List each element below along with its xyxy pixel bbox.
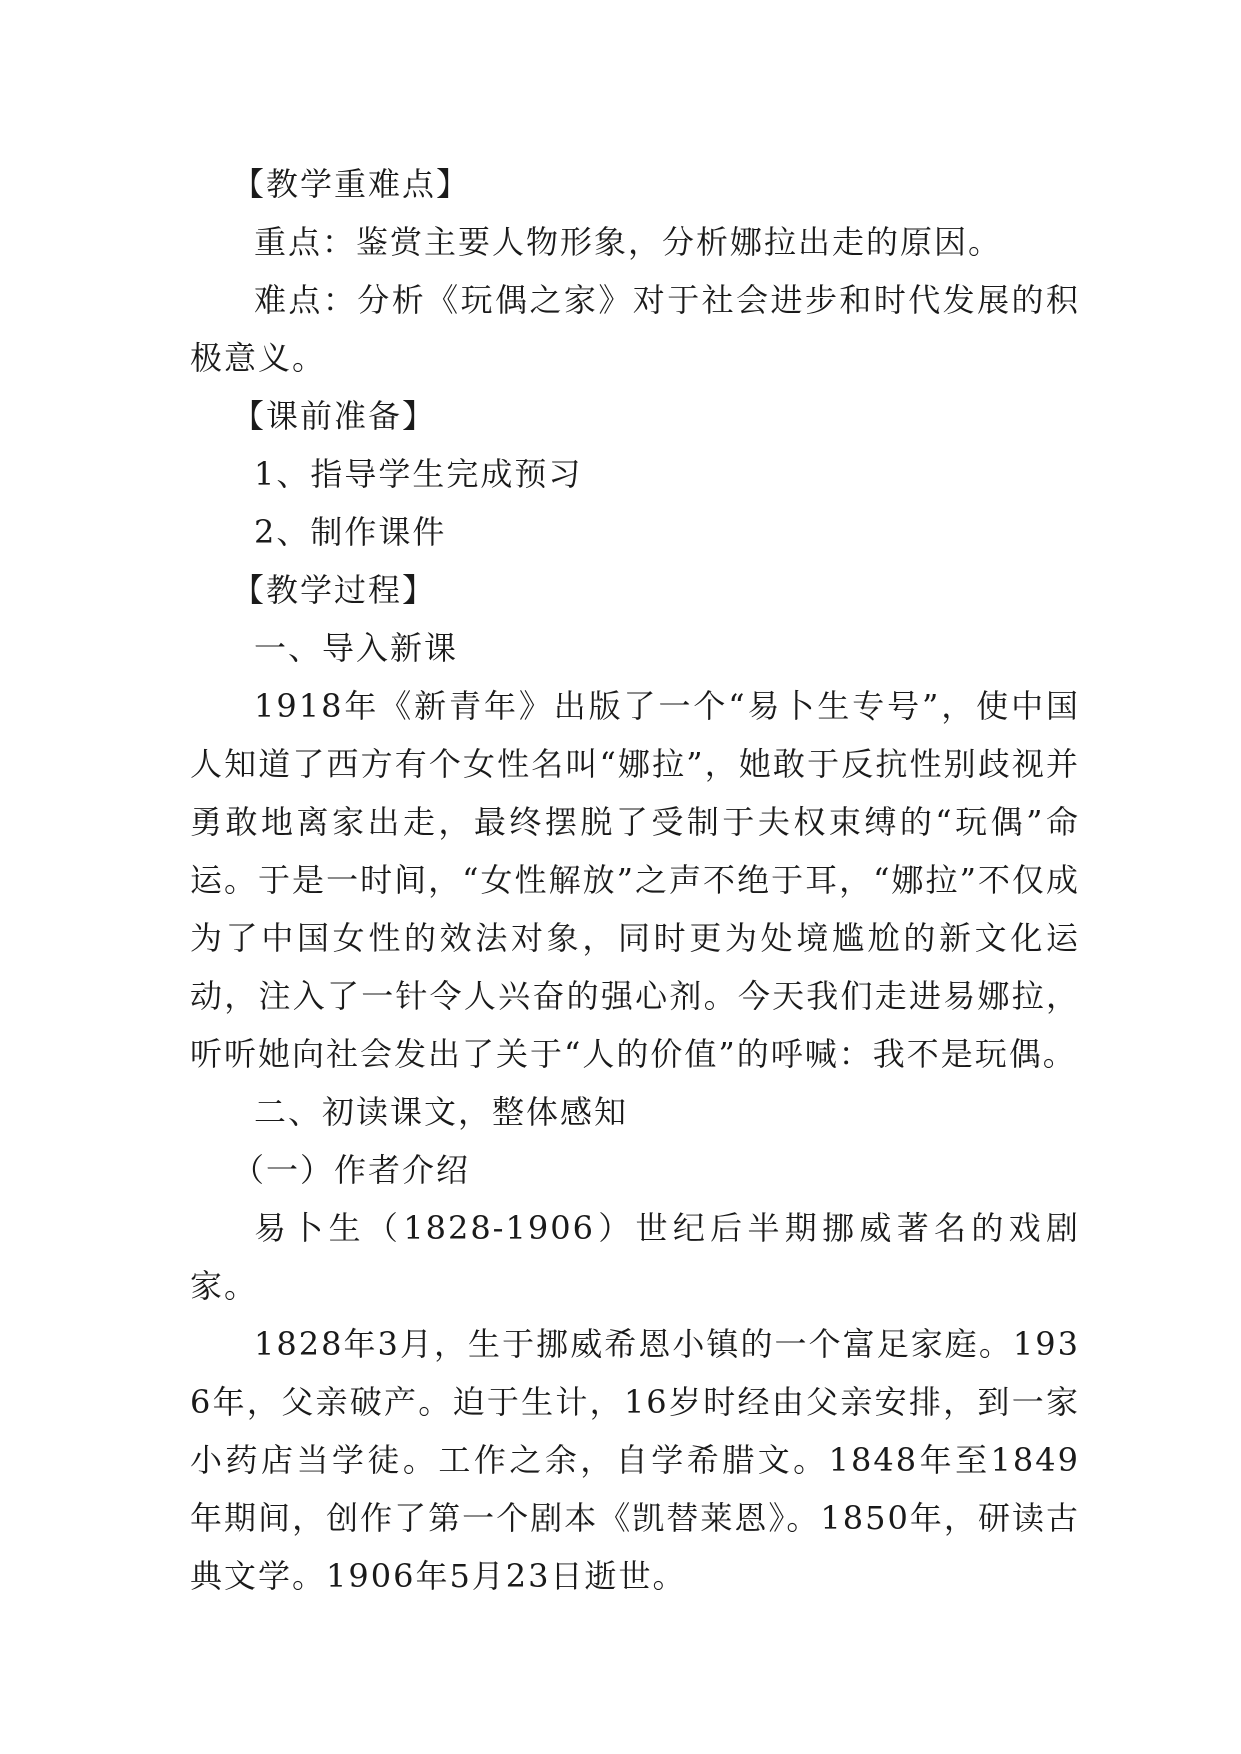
document-body — [190, 155, 1080, 1605]
heading-key-points: 【教学重难点】 — [232, 165, 471, 203]
section-1-title: 一、导入新课 — [254, 629, 459, 667]
author-summary: 易卜生（1828-1906）世纪后半期挪威著名的戏剧家。 — [190, 1209, 1080, 1305]
key-point-paragraph: 重点：鉴赏主要人物形象，分析娜拉出走的原因。 — [254, 223, 1003, 261]
author-bio: 1828年3月，生于挪威希恩小镇的一个富足家庭。1936年，父亲破产。迫于生计，16岁时经由父亲安排，到一家小药店当学徒。工作之余，自学希腊文。1848年至1849年期间，创作了第一个剧本《凯替莱恩》。1850年，研读古典文学。1906年5月23日逝世。 — [190, 1325, 1080, 1595]
subsection-1-title: （一）作者介绍 — [232, 1151, 471, 1189]
section-2-title: 二、初读课文，整体感知 — [254, 1093, 629, 1131]
difficult-point-paragraph: 难点：分析《玩偶之家》对于社会进步和时代发展的积极意义。 — [190, 281, 1080, 377]
prep-item-1: 1、指导学生完成预习 — [254, 455, 583, 493]
prep-item-2: 2、制作课件 — [254, 513, 447, 551]
intro-paragraph: 1918年《新青年》出版了一个“易卜生专号”，使中国人知道了西方有个女性名叫“娜拉”，她敢于反抗性别歧视并勇敢地离家出走，最终摆脱了受制于夫权束缚的“玩偶”命运。于是一时间，“女性解放”之声不绝于耳，“娜拉”不仅成为了中国女性的效法对象，同时更为处境尴尬的新文化运动，注入了一针令人兴奋的强心剂。今天我们走进易娜拉，听听她向社会发出了关于“人的价值”的呼喊：我不是玩偶。 — [190, 687, 1080, 1073]
heading-preparation: 【课前准备】 — [232, 397, 437, 435]
heading-process: 【教学过程】 — [232, 571, 437, 609]
